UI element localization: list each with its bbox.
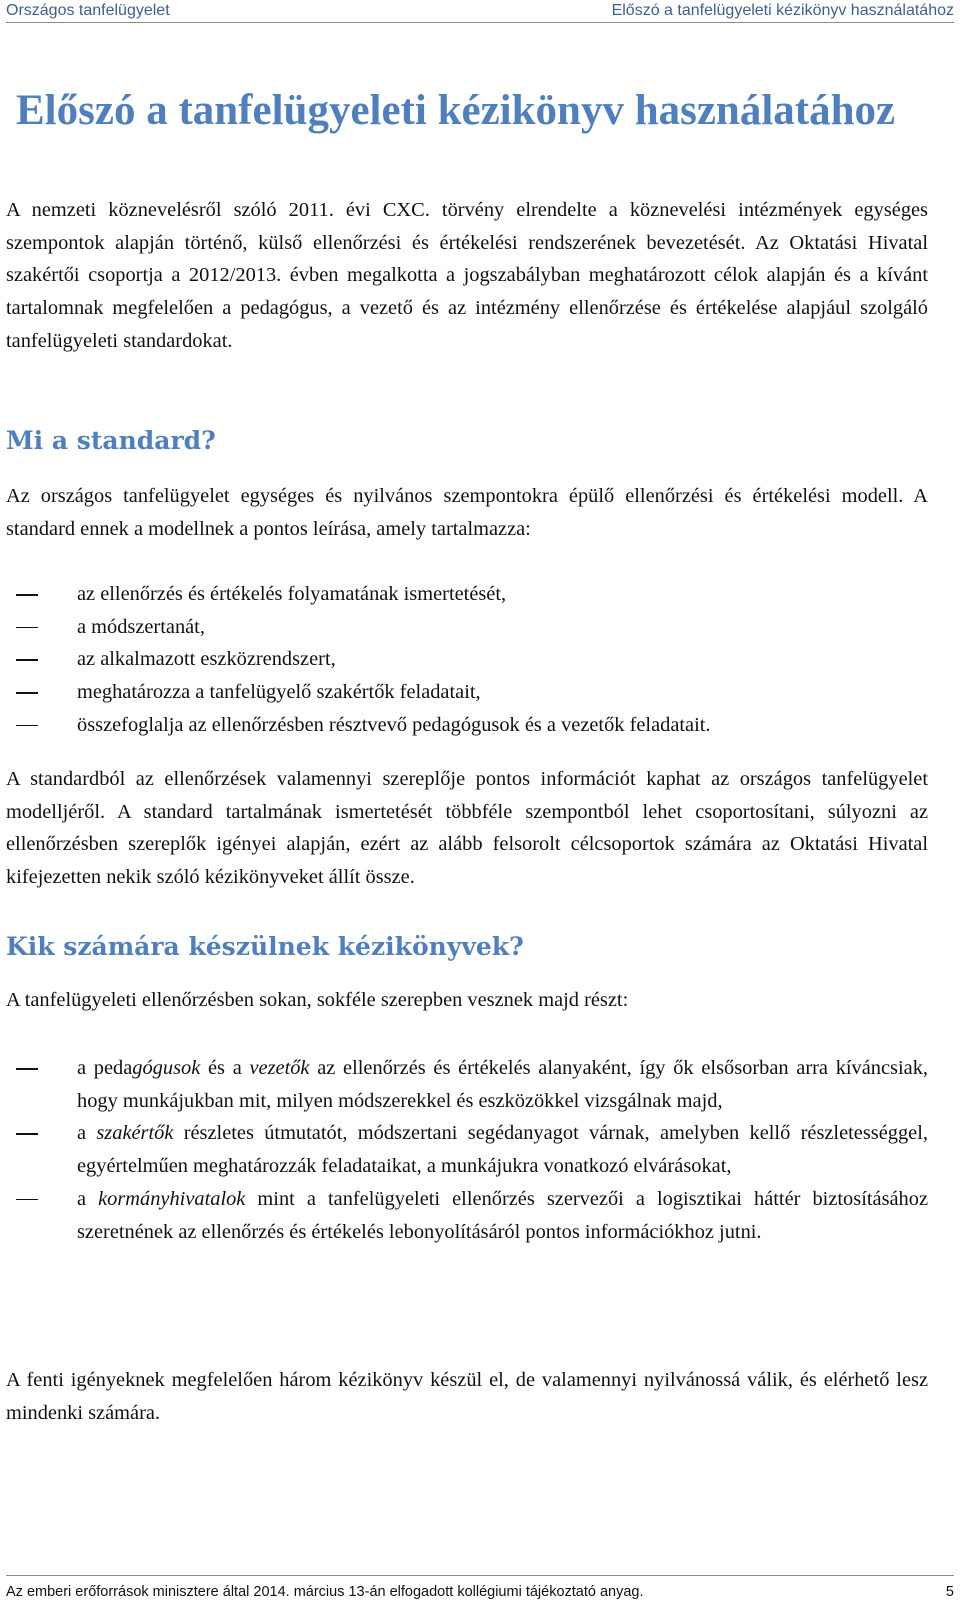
section2-closing-paragraph: A fenti igényeknek megfelelően három kézikönyv készül el, de valamennyi nyilvánossá válik, és elérhető lesz mindenki számára. — [6, 1369, 928, 1424]
dash-bullet-icon — [16, 1199, 38, 1201]
intro-paragraph-block — [6, 194, 928, 358]
list-item: az ellenőrzés és értékelés folyamatának ismertetését, — [6, 578, 928, 611]
dash-bullet-icon — [16, 1068, 38, 1070]
dash-bullet-icon — [16, 594, 38, 596]
target-groups-list — [6, 1052, 928, 1248]
list-item: a szakértők részletes útmutatót, módszertani segédanyagot várnak, amelyben kellő részletességgel, egyértelműen meghatározzák feladataikat, a munkájukra vonatkozó elvárásokat, — [6, 1117, 928, 1182]
list-item: a módszertanát, — [6, 611, 928, 644]
running-footer — [6, 1575, 954, 1600]
list-item: meghatározza a tanfelügyelő szakértők feladatait, — [6, 676, 928, 709]
dash-bullet-icon — [16, 725, 38, 727]
section1-closing-paragraph: A standardból az ellenőrzések valamennyi szereplője pontos információt kaphat az országos tanfelügyelet modelljéről. A standard tartalmának ismertetését többféle szempontból lehet csoportosítani, súlyozni az ellenőrzésben szereplők igényei alapján, ezért az alább felsorolt célcsoportok számára az Oktatási Hivatal kifejezetten nekik szóló kézikönyveket állít össze. — [6, 768, 928, 889]
dash-bullet-icon — [16, 627, 38, 629]
section2-closing-block — [6, 1364, 928, 1429]
standard-contents-list — [6, 578, 928, 742]
section1-closing-block — [6, 763, 928, 894]
list-item: a kormányhivatalok mint a tanfelügyeleti ellenőrzés szervezői a logisztikai háttér biztosításához szeretnének az ellenőrzés és értékelés lebonyolításáról pontos információkhoz jutni. — [6, 1183, 928, 1248]
dash-bullet-icon — [16, 692, 38, 694]
list-item: a pedagógusok és a vezetők az ellenőrzés és értékelés alanyaként, így ők elsősorban arra kíváncsiak, hogy munkájukban mit, milyen módszerekkel és eszközökkel vizsgálnak majd, — [6, 1052, 928, 1117]
section1-paragraph-block — [6, 480, 928, 545]
list-item: összefoglalja az ellenőrzésben résztvevő pedagógusok és a vezetők feladatait. — [6, 709, 928, 742]
section2-paragraph: A tanfelügyeleti ellenőrzésben sokan, sokféle szerepben vesznek majd részt: — [6, 989, 629, 1011]
section-heading-standard: Mi a standard? — [6, 426, 216, 455]
section1-paragraph: Az országos tanfelügyelet egységes és nyilvános szempontokra épülő ellenőrzési és értékelési modell. A standard ennek a modellnek a pontos leírása, amely tartalmazza: — [6, 485, 928, 540]
list-item: az alkalmazott eszközrendszert, — [6, 643, 928, 676]
page-title: Előszó a tanfelügyeleti kézikönyv használatához — [16, 87, 896, 134]
dash-bullet-icon — [16, 659, 38, 661]
section-heading-handbooks: Kik számára készülnek kézikönyvek? — [6, 932, 524, 961]
intro-paragraph: A nemzeti köznevelésről szóló 2011. évi CXC. törvény elrendelte a köznevelési intézmények egységes szempontok alapján történő, külső ellenőrzési és értékelési rendszerének bevezetését. Az Oktatási Hivatal szakértői csoportja a 2012/2013. évben megalkotta a jogszabályban meghatározott célok alapján és a kívánt tartalomnak megfelelően a pedagógus, a vezető és az intézmény ellenőrzése és értékelése alapjául szolgáló tanfelügyeleti standardokat. — [6, 199, 928, 352]
running-header — [6, 0, 954, 23]
header-left-text: Országos tanfelügyelet — [6, 2, 170, 19]
page-number: 5 — [945, 1584, 954, 1600]
footer-note: Az emberi erőforrások minisztere által 2014. március 13-án elfogadott kollégiumi tájékoztató anyag. — [6, 1584, 644, 1600]
header-right-text: Előszó a tanfelügyeleti kézikönyv használatához — [611, 2, 954, 19]
dash-bullet-icon — [16, 1133, 38, 1135]
section2-paragraph-block — [6, 984, 928, 1017]
